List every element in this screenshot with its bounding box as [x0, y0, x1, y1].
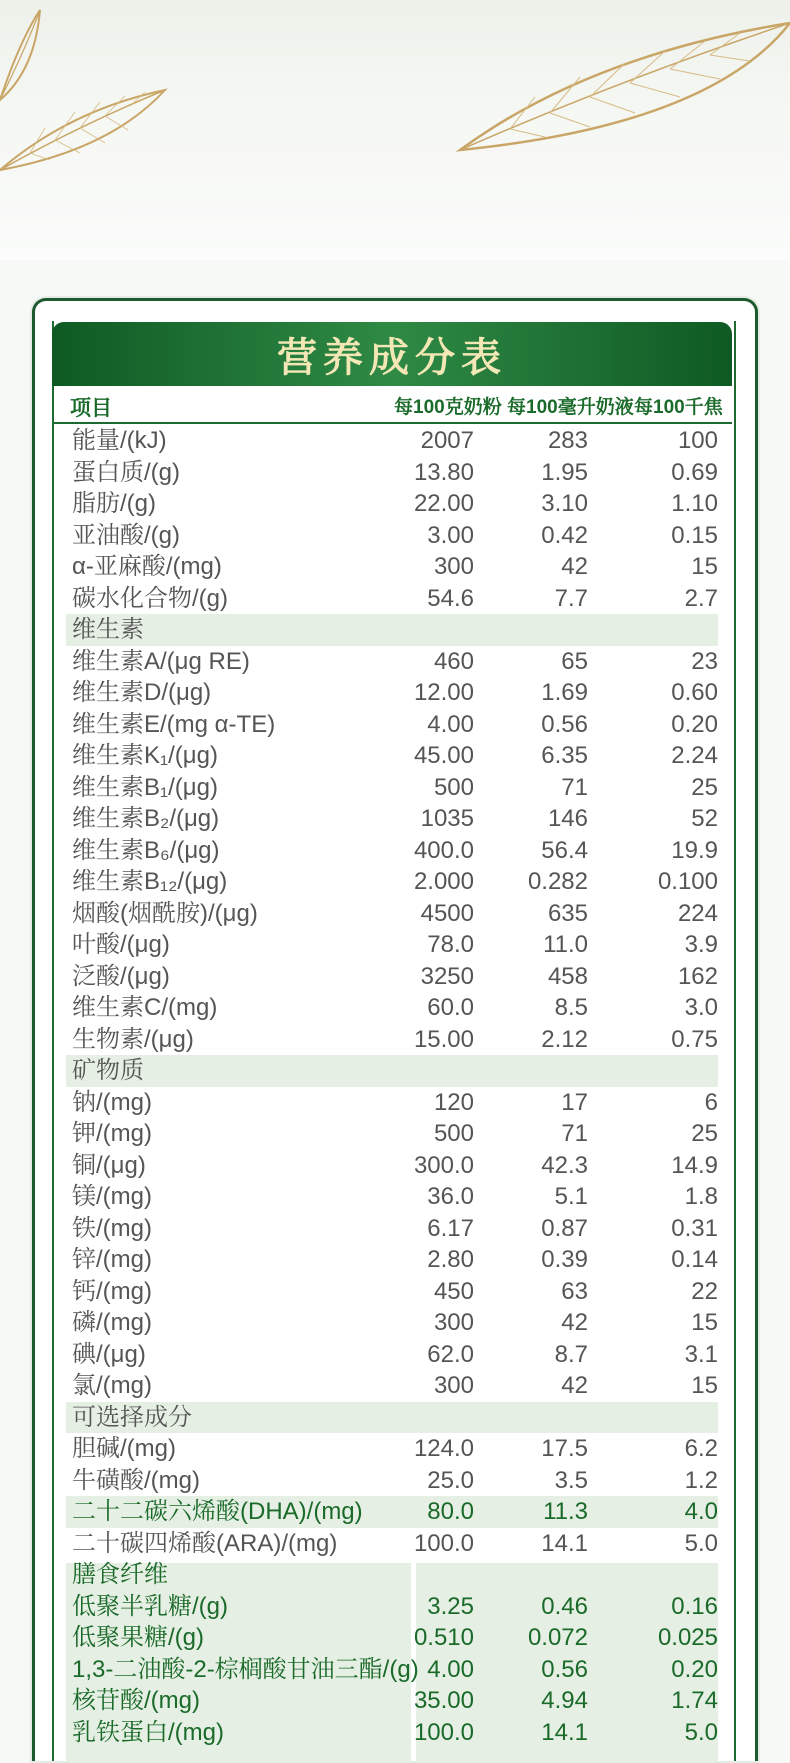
table-row-highlight [66, 1496, 718, 1528]
row-value-v2: 2.12 [541, 1025, 588, 1053]
row-value-v1: 45.00 [413, 742, 474, 769]
row-value-v1: 1035 [420, 805, 474, 832]
table-row [52, 803, 732, 835]
row-value-v3: 6 [704, 1088, 718, 1116]
row-label: 脂肪/(g) [72, 490, 156, 517]
row-value-v3: 4.0 [684, 1498, 718, 1525]
row-value-v1: 4500 [420, 899, 474, 927]
row-label: 铜/(μg) [72, 1151, 146, 1179]
row-value-v3: 2.24 [671, 742, 718, 769]
header-item: 项目 [70, 397, 112, 420]
row-label: 矿物质 [72, 1057, 144, 1084]
row-value-v2: 0.56 [541, 1655, 588, 1683]
row-label: 能量/(kJ) [72, 427, 167, 454]
row-value-v1: 35.00 [413, 1687, 474, 1714]
table-row [52, 425, 732, 457]
row-value-v1: 400.0 [413, 836, 474, 864]
row-value-v1: 120 [433, 1088, 474, 1116]
row-label: 亚油酸/(g) [72, 521, 180, 549]
row-value-v3: 0.75 [671, 1025, 718, 1053]
row-value-v1: 36.0 [427, 1183, 474, 1210]
row-value-v3: 0.15 [671, 521, 718, 549]
table-row [52, 1213, 732, 1245]
row-label: 维生素C/(mg) [72, 994, 218, 1021]
row-label: 维生素B₆/(μg) [72, 836, 220, 864]
row-value-v2: 17.5 [541, 1435, 588, 1462]
row-label: 钠/(mg) [72, 1088, 152, 1116]
row-value-v2: 6.35 [541, 742, 588, 769]
row-value-v3: 0.14 [671, 1246, 718, 1273]
page-title: 营养成分表 [52, 322, 732, 386]
row-value-v2: 71 [561, 773, 588, 801]
row-value-v1: 62.0 [427, 1340, 474, 1368]
row-label: 铁/(mg) [72, 1214, 152, 1242]
row-label: 维生素 [72, 616, 144, 643]
row-value-v3: 0.025 [657, 1624, 718, 1651]
row-value-v3: 3.1 [684, 1340, 718, 1368]
row-value-v3: 25 [691, 773, 718, 801]
row-value-v1: 300 [433, 1309, 474, 1336]
row-value-v3: 5.0 [684, 1529, 718, 1557]
row-value-v2: 11.0 [543, 931, 588, 958]
row-label: 二十碳四烯酸(ARA)/(mg) [72, 1529, 338, 1557]
nutrition-table [52, 425, 732, 1748]
row-label: 维生素K₁/(μg) [72, 742, 218, 769]
table-row [52, 1307, 732, 1339]
row-label: 钾/(mg) [72, 1120, 152, 1147]
row-value-v2: 5.1 [554, 1183, 588, 1210]
row-value-v2: 42 [561, 1309, 588, 1336]
row-value-v3: 52 [691, 805, 718, 832]
row-value-v2: 14.1 [541, 1529, 588, 1557]
row-value-v3: 3.9 [684, 931, 718, 958]
row-value-v3: 1.8 [684, 1183, 718, 1210]
row-value-v1: 22.00 [413, 490, 474, 517]
row-value-v3: 0.16 [671, 1592, 718, 1620]
row-label: 泛酸/(μg) [72, 962, 170, 990]
leaf-left-icon [0, 0, 170, 180]
row-value-v3: 0.31 [671, 1214, 718, 1242]
row-value-v1: 500 [433, 773, 474, 801]
table-row [52, 740, 732, 772]
table-row [52, 1150, 732, 1182]
table-row [52, 992, 732, 1024]
row-value-v2: 11.3 [543, 1498, 588, 1525]
row-label: 镁/(mg) [72, 1183, 152, 1210]
row-label: 牛磺酸/(mg) [72, 1466, 200, 1494]
row-value-v1: 12.00 [413, 679, 474, 706]
row-value-v2: 7.7 [554, 584, 588, 612]
row-value-v3: 0.69 [671, 458, 718, 486]
table-row [52, 646, 732, 678]
row-value-v2: 8.5 [554, 994, 588, 1021]
row-value-v3: 25 [691, 1120, 718, 1147]
row-label: 氯/(mg) [72, 1372, 152, 1399]
row-label: 碘/(μg) [72, 1340, 146, 1368]
table-row [52, 709, 732, 741]
table-row [52, 520, 732, 552]
row-value-v2: 0.282 [527, 868, 588, 895]
table-row [52, 1717, 732, 1749]
table-row [52, 866, 732, 898]
row-value-v2: 71 [561, 1120, 588, 1147]
row-label: 膳食纤维 [72, 1561, 168, 1588]
row-label: 烟酸(烟酰胺)/(μg) [72, 899, 258, 927]
row-value-v2: 42 [561, 553, 588, 580]
row-value-v2: 63 [561, 1277, 588, 1305]
table-row [52, 1118, 732, 1150]
row-value-v3: 23 [691, 647, 718, 675]
row-value-v2: 0.39 [541, 1246, 588, 1273]
row-label: 核苷酸/(mg) [72, 1687, 200, 1714]
row-label: 低聚果糖/(g) [72, 1624, 204, 1651]
row-label: 钙/(mg) [72, 1277, 152, 1305]
row-value-v2: 1.95 [541, 458, 588, 486]
table-row [52, 488, 732, 520]
row-value-v2: 283 [547, 427, 588, 454]
row-value-v1: 4.00 [427, 1655, 474, 1683]
row-value-v3: 5.0 [684, 1718, 718, 1746]
row-label: 生物素/(μg) [72, 1025, 194, 1053]
row-value-v1: 54.6 [427, 584, 474, 612]
row-value-v1: 25.0 [427, 1466, 474, 1494]
row-value-v2: 14.1 [541, 1718, 588, 1746]
table-row [52, 677, 732, 709]
table-row [52, 929, 732, 961]
row-value-v2: 1.69 [541, 679, 588, 706]
header-col2: 每100毫升奶液 [507, 397, 634, 418]
row-value-v2: 17 [561, 1088, 588, 1116]
row-value-v1: 124.0 [413, 1435, 474, 1462]
row-value-v1: 100.0 [413, 1529, 474, 1557]
row-value-v2: 0.072 [527, 1624, 588, 1651]
row-label: 维生素D/(μg) [72, 679, 212, 706]
row-value-v1: 300 [433, 1372, 474, 1399]
row-value-v3: 0.20 [671, 710, 718, 738]
row-value-v1: 300 [433, 553, 474, 580]
row-value-v3: 0.20 [671, 1655, 718, 1683]
section-header [66, 614, 718, 646]
row-value-v2: 146 [547, 805, 588, 832]
row-value-v3: 2.7 [684, 584, 718, 612]
row-value-v1: 3250 [420, 962, 474, 990]
row-value-v2: 3.5 [554, 1466, 588, 1494]
row-label: 胆碱/(mg) [72, 1435, 176, 1462]
row-value-v1: 4.00 [427, 710, 474, 738]
header-col3: 每100千焦 [634, 397, 723, 418]
table-row [52, 1528, 732, 1560]
row-value-v1: 3.25 [427, 1592, 474, 1620]
header-col1: 每100克奶粉 [394, 397, 502, 418]
row-value-v3: 6.2 [684, 1435, 718, 1462]
row-label: 二十二碳六烯酸(DHA)/(mg) [72, 1498, 363, 1525]
row-value-v1: 100.0 [413, 1718, 474, 1746]
row-label: 1,3-二油酸-2-棕榈酸甘油三酯/(g) [72, 1655, 419, 1683]
row-value-v2: 42 [561, 1372, 588, 1399]
row-label: 维生素B₁/(μg) [72, 773, 218, 801]
table-row [52, 1087, 732, 1119]
row-label: 叶酸/(μg) [72, 931, 170, 958]
row-value-v2: 458 [547, 962, 588, 990]
row-label: 蛋白质/(g) [72, 458, 180, 486]
row-value-v3: 22 [691, 1277, 718, 1305]
table-row [52, 583, 732, 615]
row-value-v3: 1.2 [684, 1466, 718, 1494]
table-row [52, 898, 732, 930]
row-value-v3: 100 [677, 427, 718, 454]
row-value-v3: 0.100 [657, 868, 718, 895]
row-value-v1: 2.000 [413, 868, 474, 895]
row-value-v1: 6.17 [427, 1214, 474, 1242]
table-row [52, 1024, 732, 1056]
row-value-v1: 3.00 [427, 521, 474, 549]
table-row [52, 1591, 732, 1623]
table-row [52, 1181, 732, 1213]
row-value-v2: 4.94 [541, 1687, 588, 1714]
table-row [52, 457, 732, 489]
table-row [52, 1622, 732, 1654]
row-value-v1: 2.80 [427, 1246, 474, 1273]
row-value-v1: 15.00 [413, 1025, 474, 1053]
table-header [52, 388, 732, 424]
row-value-v2: 0.46 [541, 1592, 588, 1620]
row-value-v1: 500 [433, 1120, 474, 1147]
row-value-v3: 1.10 [671, 490, 718, 517]
row-value-v2: 65 [561, 647, 588, 675]
row-value-v1: 78.0 [427, 931, 474, 958]
row-value-v2: 3.10 [541, 490, 588, 517]
row-label: 维生素B₁₂/(μg) [72, 868, 228, 895]
row-value-v3: 15 [691, 1309, 718, 1336]
row-value-v2: 635 [547, 899, 588, 927]
row-value-v2: 0.56 [541, 710, 588, 738]
row-label: 乳铁蛋白/(mg) [72, 1718, 224, 1746]
table-row [52, 1339, 732, 1371]
table-row [52, 1370, 732, 1402]
table-row [52, 1433, 732, 1465]
row-value-v2: 56.4 [541, 836, 588, 864]
row-value-v1: 300.0 [413, 1151, 474, 1179]
row-value-v3: 162 [677, 962, 718, 990]
row-value-v3: 14.9 [671, 1151, 718, 1179]
row-value-v1: 60.0 [427, 994, 474, 1021]
table-row [52, 1654, 732, 1686]
row-value-v1: 0.510 [413, 1624, 474, 1651]
table-row [52, 1276, 732, 1308]
table-row [52, 961, 732, 993]
table-row [52, 835, 732, 867]
section-header [66, 1055, 718, 1087]
row-label: 磷/(mg) [72, 1309, 152, 1336]
row-value-v1: 450 [433, 1277, 474, 1305]
section-header [52, 1559, 732, 1591]
row-value-v1: 2007 [420, 427, 474, 454]
row-value-v2: 42.3 [541, 1151, 588, 1179]
row-value-v2: 0.87 [541, 1214, 588, 1242]
row-label: 碳水化合物/(g) [72, 584, 228, 612]
row-label: 锌/(mg) [72, 1246, 152, 1273]
row-value-v3: 1.74 [671, 1687, 718, 1714]
row-label: 可选择成分 [72, 1403, 192, 1431]
row-label: 维生素E/(mg α-TE) [72, 710, 276, 738]
row-value-v1: 13.80 [413, 458, 474, 486]
table-row [52, 1685, 732, 1717]
row-label: α-亚麻酸/(mg) [72, 553, 222, 580]
row-value-v3: 3.0 [684, 994, 718, 1021]
row-value-v3: 19.9 [671, 836, 718, 864]
table-row [52, 1244, 732, 1276]
section-header [66, 1402, 718, 1434]
row-label: 低聚半乳糖/(g) [72, 1592, 228, 1620]
row-value-v2: 8.7 [554, 1340, 588, 1368]
row-value-v1: 80.0 [427, 1498, 474, 1525]
row-value-v3: 224 [677, 899, 718, 927]
row-value-v3: 15 [691, 553, 718, 580]
row-value-v2: 0.42 [541, 521, 588, 549]
row-label: 维生素B₂/(μg) [72, 805, 220, 832]
table-row [52, 551, 732, 583]
table-row [52, 1465, 732, 1497]
table-row [52, 772, 732, 804]
leaf-right-icon [450, 15, 790, 165]
row-value-v1: 460 [433, 647, 474, 675]
row-value-v3: 0.60 [671, 679, 718, 706]
row-label: 维生素A/(μg RE) [72, 647, 250, 675]
row-value-v3: 15 [691, 1372, 718, 1399]
